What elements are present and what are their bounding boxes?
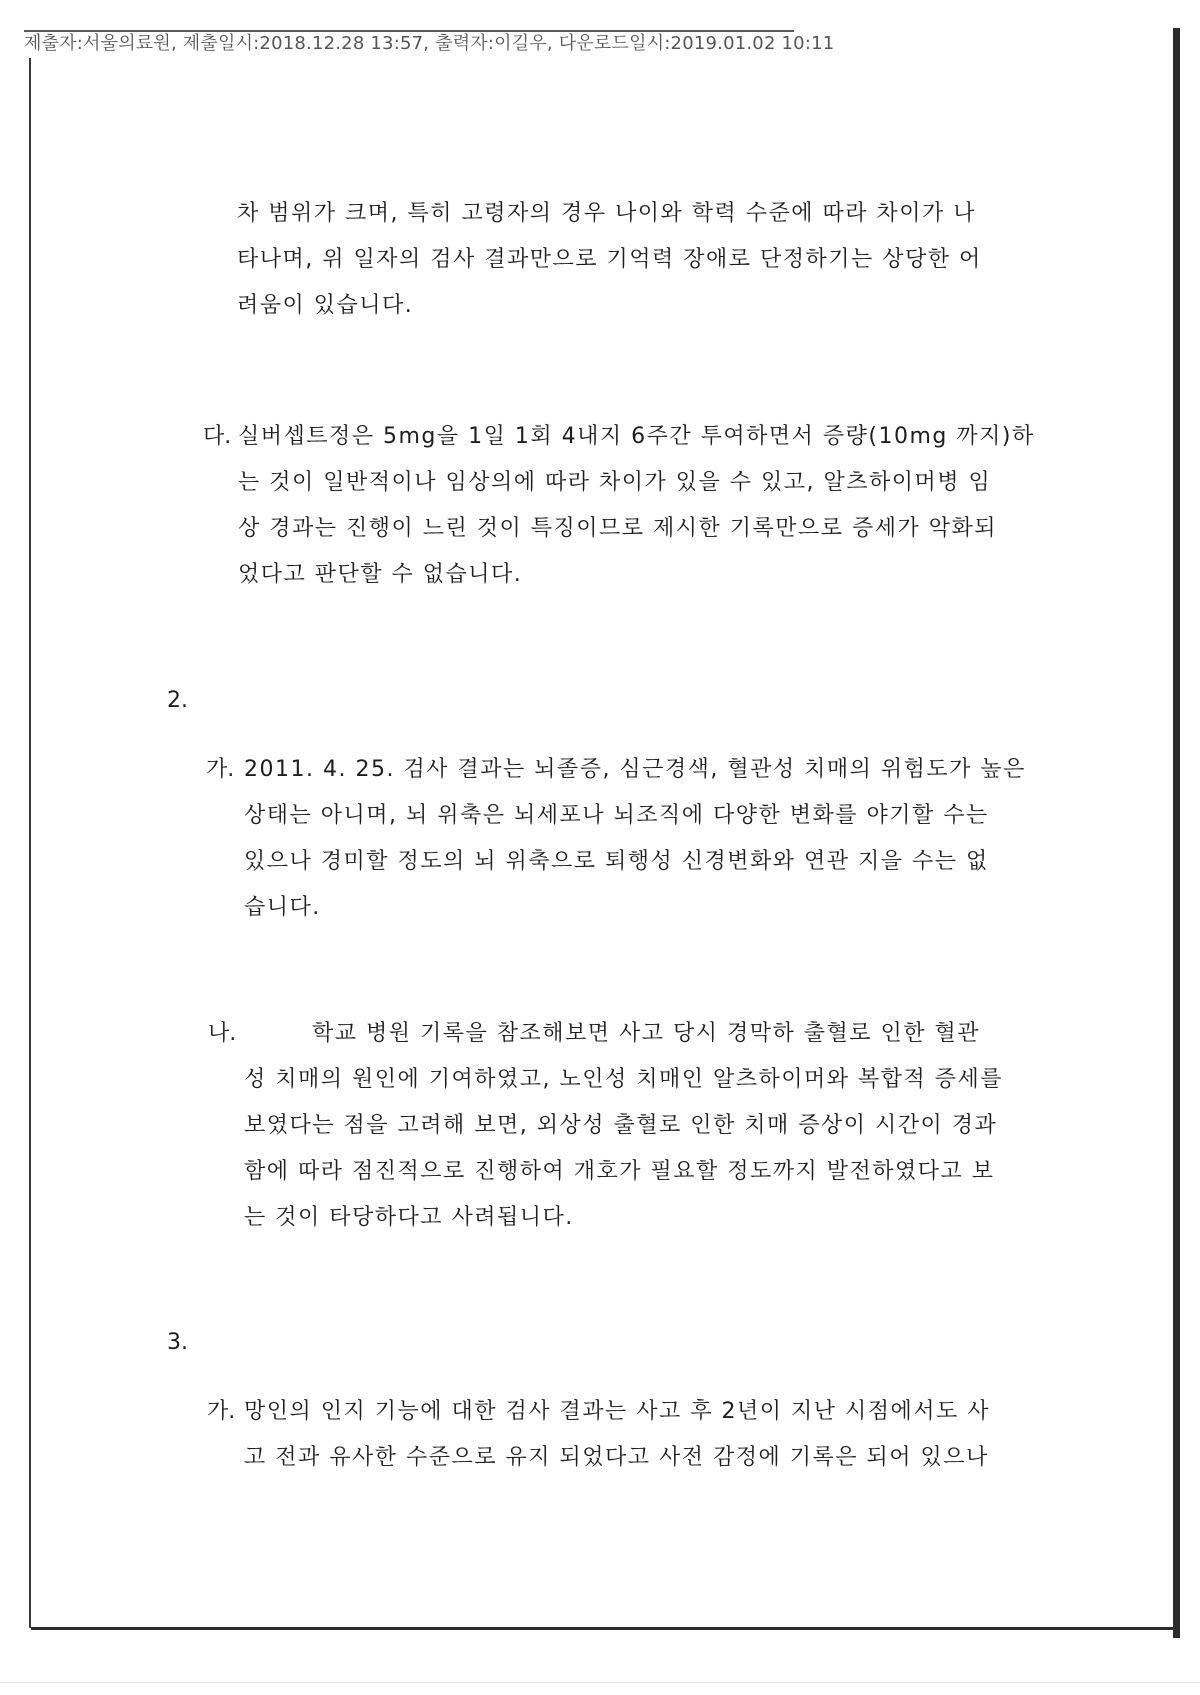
item-da-line-3: 상 경과는 진행이 느린 것이 특징이므로 제시한 기록만으로 증세가 악화되 xyxy=(238,516,998,541)
section-3-item-ga-line-1: 망인의 인지 기능에 대한 검사 결과는 사고 후 2년이 지난 시점에서도 사 xyxy=(244,1399,990,1424)
page-border-bottom xyxy=(31,1627,1180,1630)
item-da-label: 다. xyxy=(203,424,232,449)
page-footer-line xyxy=(0,1682,1200,1683)
section-2-item-ga-line-1: 2011. 4. 25. 검사 결과는 뇌졸증, 심근경색, 혈관성 치매의 위험도가 높은 xyxy=(244,757,1026,782)
section-2-item-na-line-2: 성 치매의 원인에 기여하였고, 노인성 치매인 알츠하이머와 복합적 증세를 xyxy=(244,1067,1004,1092)
section-3-item-ga-label: 가. xyxy=(207,1399,236,1424)
section-2-item-ga-label: 가. xyxy=(206,757,235,782)
section-2-item-ga-line-4: 습니다. xyxy=(244,895,321,920)
section-2-number: 2. xyxy=(167,688,188,713)
item-da-line-2: 는 것이 일반적이나 임상의에 따라 차이가 있을 수 있고, 알츠하이머병 임 xyxy=(238,470,992,495)
item-da-line-4: 었다고 판단할 수 없습니다. xyxy=(238,562,523,587)
intro-line-1: 차 범위가 크며, 특히 고령자의 경우 나이와 학력 수준에 따라 차이가 나 xyxy=(237,201,976,226)
page-border-right xyxy=(1173,28,1180,1638)
section-2-item-na-line-3: 보였다는 점을 고려해 보면, 외상성 출혈로 인한 치매 증상이 시간이 경과 xyxy=(244,1113,998,1138)
section-3-number: 3. xyxy=(167,1330,188,1355)
section-2-item-na-line-4: 함에 따라 점진적으로 진행하여 개호가 필요할 정도까지 발전하였다고 보 xyxy=(244,1159,995,1184)
item-da-line-1: 실버셉트정은 5mg을 1일 1회 4내지 6주간 투여하면서 증량(10mg 까지)하 xyxy=(238,424,1035,449)
section-2-item-ga-line-2: 상태는 아니며, 뇌 위축은 뇌세포나 뇌조직에 다양한 변화를 야기할 수는 xyxy=(244,803,989,828)
intro-line-2: 타나며, 위 일자의 검사 결과만으로 기억력 장애로 단정하기는 상당한 어 xyxy=(237,247,982,272)
section-2-item-na-line-1: 학교 병원 기록을 참조해보면 사고 당시 경막하 출혈로 인한 혈관 xyxy=(312,1021,980,1046)
intro-line-3: 려움이 있습니다. xyxy=(237,293,414,318)
page-border-left xyxy=(29,58,31,1628)
section-2-item-na-label: 나. xyxy=(208,1021,237,1046)
section-2-item-na-line-5: 는 것이 타당하다고 사려됩니다. xyxy=(244,1205,574,1230)
submission-header: 제출자:서울의료원, 제출일시:2018.12.28 13:57, 출력자:이길우, 다운로드일시:2019.01.02 10:11 xyxy=(24,33,835,54)
section-2-item-ga-line-3: 있으나 경미할 정도의 뇌 위축으로 퇴행성 신경변화와 연관 지을 수는 없 xyxy=(244,849,989,874)
section-3-item-ga-line-2: 고 전과 유사한 수준으로 유지 되었다고 사전 감정에 기록은 되어 있으나 xyxy=(244,1445,989,1470)
